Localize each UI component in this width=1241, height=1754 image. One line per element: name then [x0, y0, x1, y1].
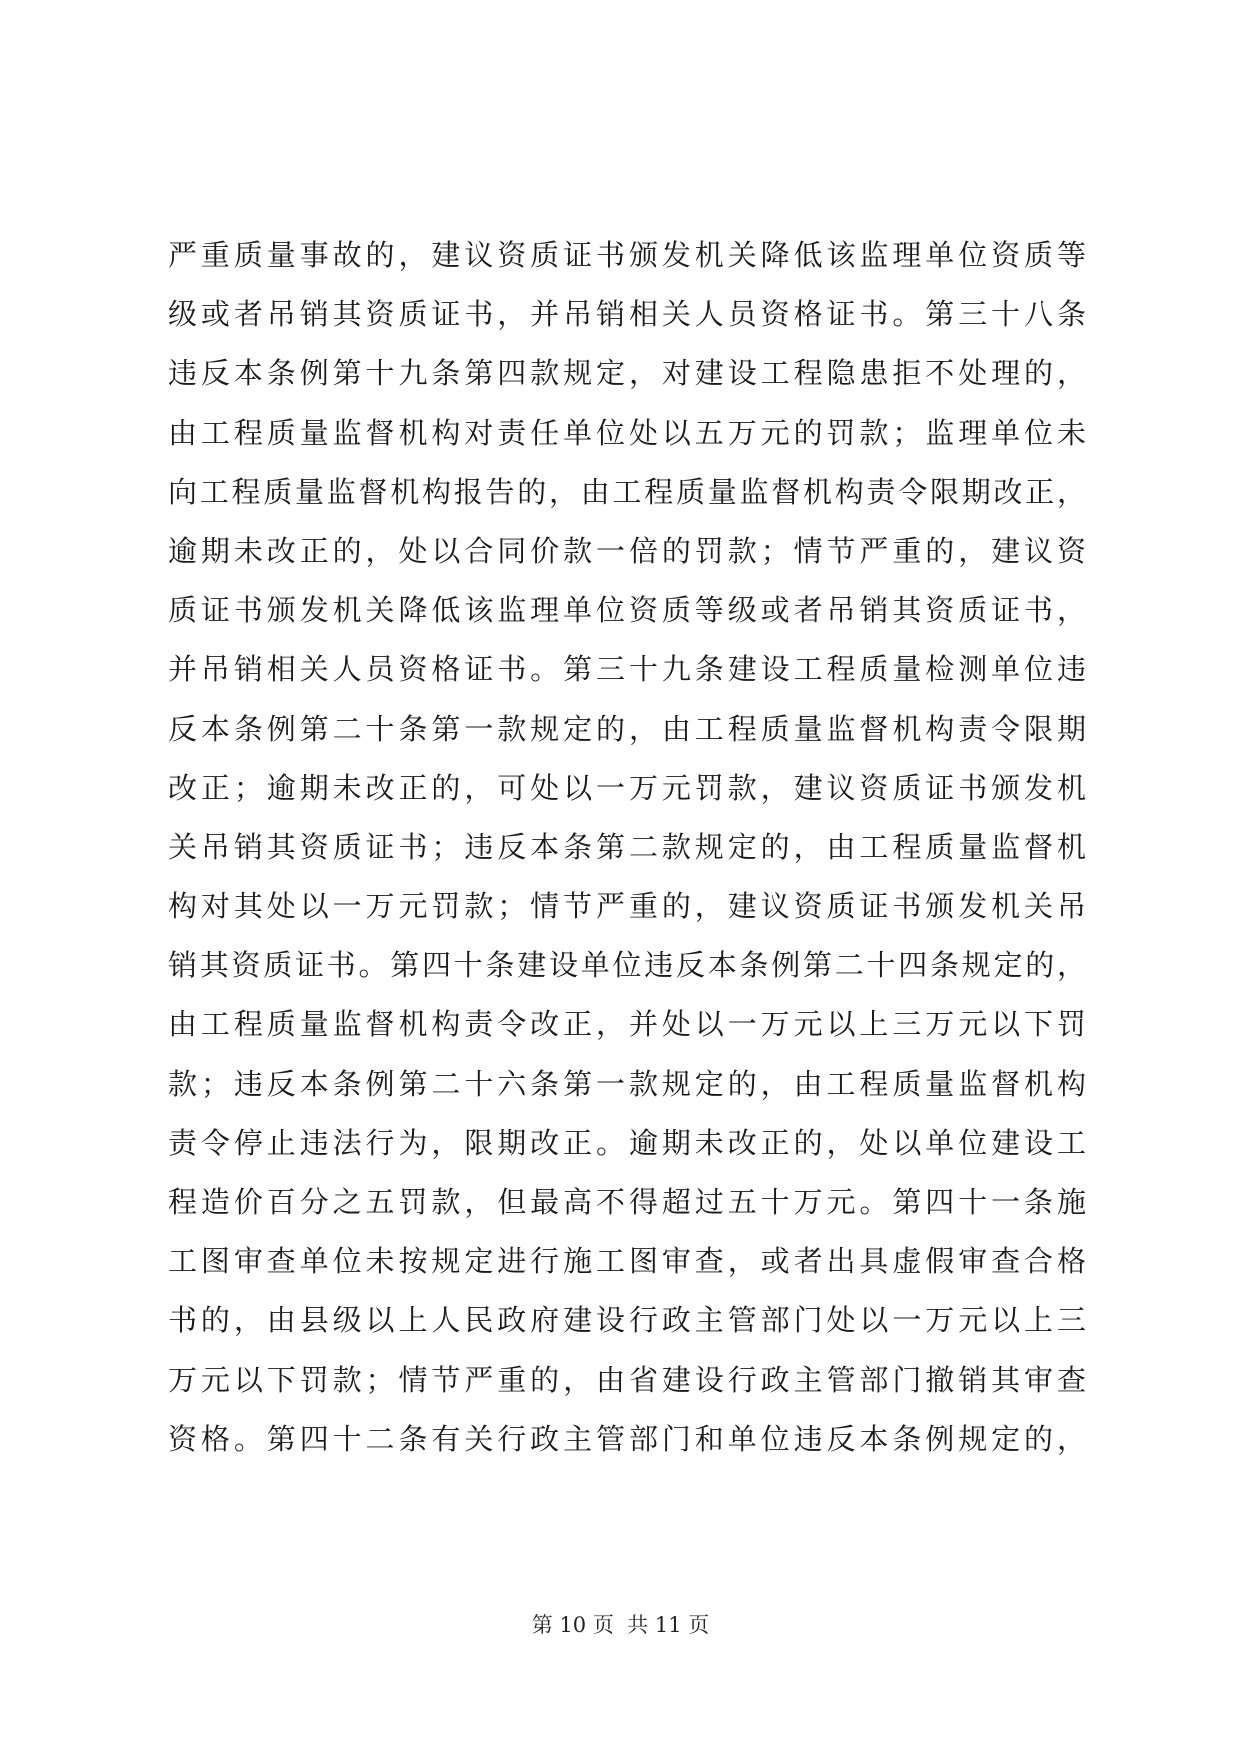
- text-line-20: 万元以下罚款；情节严重的，由省建设行政主管部门撤销其审查: [168, 1362, 1086, 1397]
- text-line-7: 质证书颁发机关降低该监理单位资质等级或者吊销其资质证书，: [168, 593, 1086, 628]
- text-line-21: 资格。第四十二条有关行政主管部门和单位违反本条例规定的，: [168, 1421, 1086, 1456]
- text-line-9: 反本条例第二十条第一款规定的，由工程质量监督机构责令限期: [168, 711, 1086, 746]
- text-line-12: 构对其处以一万元罚款；情节严重的，建议资质证书颁发机关吊: [168, 889, 1086, 924]
- text-line-14: 由工程质量监督机构责令改正，并处以一万元以上三万元以下罚: [168, 1007, 1086, 1042]
- text-line-8: 并吊销相关人员资格证书。第三十九条建设工程质量检测单位违: [168, 652, 1086, 687]
- text-line-16: 责令停止违法行为，限期改正。逾期未改正的，处以单位建设工: [168, 1125, 1086, 1160]
- text-line-13: 销其资质证书。第四十条建设单位违反本条例第二十四条规定的，: [168, 948, 1086, 983]
- body-text: [168, 226, 1086, 1469]
- text-line-6: 逾期未改正的，处以合同价款一倍的罚款；情节严重的，建议资: [168, 533, 1086, 568]
- text-line-4: 由工程质量监督机构对责任单位处以五万元的罚款；监理单位未: [168, 415, 1086, 450]
- text-line-19: 书的，由县级以上人民政府建设行政主管部门处以一万元以上三: [168, 1303, 1086, 1338]
- page-number-label: 第 10 页 共 11 页: [531, 1613, 710, 1637]
- text-line-2: 级或者吊销其资质证书，并吊销相关人员资格证书。第三十八条: [168, 297, 1086, 332]
- text-line-10: 改正；逾期未改正的，可处以一万元罚款，建议资质证书颁发机: [168, 770, 1086, 805]
- text-line-15: 款；违反本条例第二十六条第一款规定的，由工程质量监督机构: [168, 1066, 1086, 1101]
- text-line-18: 工图审查单位未按规定进行施工图审查，或者出具虚假审查合格: [168, 1244, 1086, 1279]
- text-line-5: 向工程质量监督机构报告的，由工程质量监督机构责令限期改正，: [168, 474, 1086, 509]
- text-line-1: 严重质量事故的，建议资质证书颁发机关降低该监理单位资质等: [168, 238, 1086, 272]
- text-line-17: 程造价百分之五罚款，但最高不得超过五十万元。第四十一条施: [168, 1185, 1086, 1219]
- text-line-11: 关吊销其资质证书；违反本条第二款规定的，由工程质量监督机: [168, 829, 1086, 864]
- page-footer: [0, 1610, 1241, 1640]
- text-line-3: 违反本条例第十九条第四款规定，对建设工程隐患拒不处理的，: [168, 356, 1086, 391]
